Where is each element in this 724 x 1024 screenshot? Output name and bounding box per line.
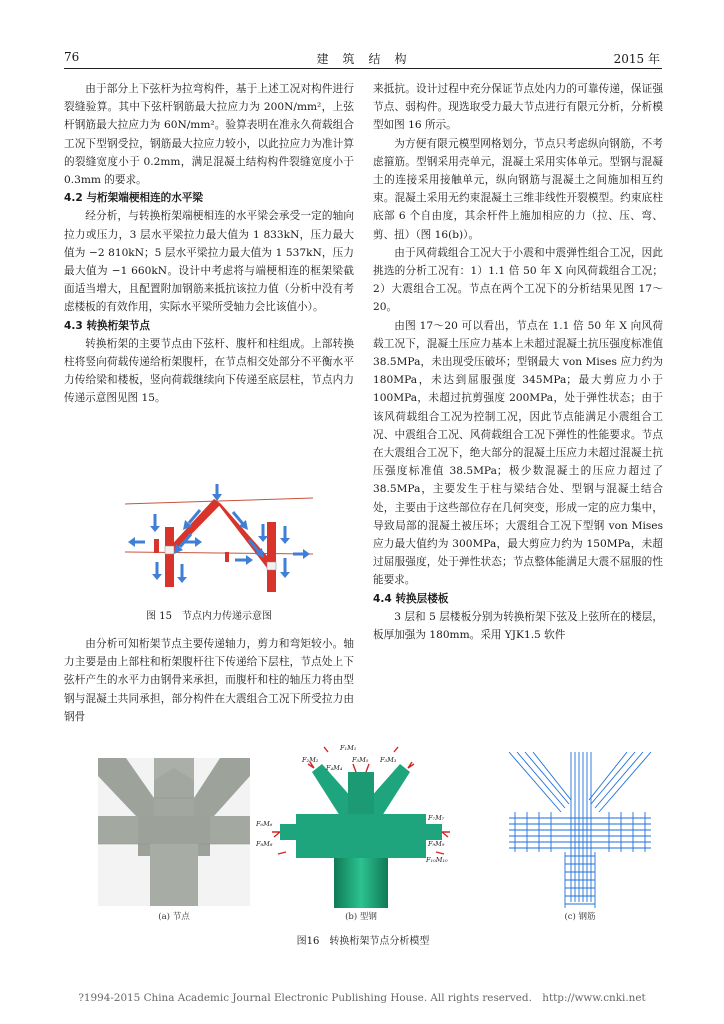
paragraph: 来抵抗。设计过程中充分保证节点处内力的可靠传递，保证强节点、弱构件。现选取受力最大节点进行有限元分析，分析模型如图 16 所示。 [373,83,663,132]
section-heading: 4.3 转换桁架节点 [64,319,151,332]
issue-year: 2015 年 [613,52,660,66]
section-heading: 4.4 转换层楼板 [373,592,449,605]
truss-members [154,499,276,592]
figure-16b-steel-model [256,742,466,908]
copyright-footer: ?1994-2015 China Academic Journal Electronic Publishing House. All rights reserved. http://www.cnki.net [78,992,646,1004]
figure-16a-label: (a) 节点 [158,912,190,922]
figure-16a-node-model [98,758,250,906]
page-number: 76 [64,50,80,64]
load-label: F₄M₄ [326,764,343,772]
paragraph: 3 层和 5 层楼板分别为转换桁架下弦及上弦所在的楼层，板厚加强为 180mm。采用 YJK1.5 软件 [373,610,663,642]
figure-15-diagram [125,482,315,600]
left-column-bottom [64,635,354,726]
load-label: F₁M₁ [340,744,357,752]
load-label: F₈M₈ [256,840,273,848]
right-column [373,80,663,644]
load-label: F₆M₆ [256,820,273,828]
load-label: F₉M₉ [428,840,445,848]
paragraph: 由分析可知桁架节点主要传递轴力，剪力和弯矩较小。轴力主要是由上部柱和桁架腹杆往下传递给下层柱，节点处上下弦杆产生的水平力由钢骨来承担，而腹杆和柱的轴压力将由型钢与混凝土共同承担，部分构件在大震组合工况下所受拉力由钢骨 [64,638,354,723]
left-column-top [64,80,354,408]
section-heading: 4.2 与桁架端梗相连的水平梁 [64,192,203,205]
paragraph: 经分析，与转换桁架端梗相连的水平梁会承受一定的轴向拉力或压力，3 层水平梁拉力最大值为 1 833kN，压力最大值为 −2 810kN；5 层水平梁拉力最大值为 1 537kN，压力最大值为 −1 660kN。设计中考虑将与端梗相连的框架梁截面适当增大，且配置附加钢筋来抵抗该拉力值（分析中没有考虑楼板的有效作用，实际水平梁所受轴力会比该值小）。 [64,210,354,314]
figure-16c-rebar-model [505,752,655,908]
bottom-chord-line [125,552,313,554]
load-label: F₂M₂ [302,756,319,764]
load-label: F₇M₇ [428,814,445,822]
figure-16b-label: (b) 型钢 [345,912,377,922]
paragraph: 由于风荷载组合工况大于小震和中震弹性组合工况，因此挑选的分析工况有：1）1.1 倍 50 年 X 向风荷载组合工况；2）大震组合工况。节点在两个工况下的分析结果见图 17～20。 [373,246,663,314]
paragraph: 由于部分上下弦杆为拉弯构件，基于上述工况对构件进行裂缝验算。其中下弦杆钢筋最大拉应力为 200N/mm²，上弦杆钢筋最大拉应力为 60N/mm²。验算表明在准永久荷载组合工况下型钢受拉，钢筋最大拉应力较小，以此拉应力为准计算的裂缝宽度小于 0.2mm，满足混凝土结构构件裂缝宽度小于 0.3mm 的要求。 [64,83,354,187]
figure-16-caption: 图16 转换桁架节点分析模型 [296,936,430,947]
header-rule [64,68,662,69]
figure-16c-label: (c) 钢筋 [564,912,596,922]
load-label: F₃M₃ [380,756,397,764]
paragraph: 由图 17～20 可以看出，节点在 1.1 倍 50 年 X 向风荷载工况下，混凝土压应力基本上未超过混凝土抗压强度标准值 38.5MPa，未出现受压破坏；型钢最大 von Mises 应力约为 180MPa，未达到屈服强度 345MPa；最大剪应力小于 100MPa，未超过抗剪强度 200MPa，处于弹性状态；由于该风荷载组合工况为控制工况，因此节点能满足小震组合工况、中震组合工况、风荷载组合工况下弹性的性能要求。节点在大震组合工况下，绝大部分的混凝土压应力未超过混凝土抗压强度标准值 38.5MPa；极少数混凝土的压应力超过了 38.5MPa，主要发生于柱与梁结合处、型钢与混凝土结合处，主要由于这些部位存在几何突变，形成一定的应力集中，导致局部的混凝土被压坏；大震组合工况下型钢 von Mises 应力最大值约为 300MPa，最大剪应力约为 150MPa，未超过屈服强度，处于弹性状态；节点整体能满足大震不屈服的性能要求。 [373,319,663,587]
paragraph: 转换桁架的主要节点由下弦杆、腹杆和柱组成。上部转换柱将竖向荷载传递给桁架腹杆，在节点相交处部分不平衡水平力传给梁和楼板，竖向荷载继续向下传递至底层柱，节点内力传递示意图见图 15。 [64,337,354,405]
load-label: F₅M₅ [352,756,369,764]
paragraph: 为方便有限元模型网格划分，节点只考虑纵向钢筋，不考虑箍筋。型钢采用壳单元，混凝土采用实体单元。型钢与混凝土的连接采用接触单元，纵向钢筋与混凝土之间施加相互约束。混凝土采用无约束混凝土三维非线性开裂模型。约束底柱底部 6 个自由度，其余杆件上施加相应的力（拉、压、弯、剪、扭）（图 16(b)）。 [373,137,663,241]
journal-title: 建 筑 结 构 [316,52,408,66]
figure-15-caption: 图 15 节点内力传递示意图 [146,611,272,622]
load-label: F₁₀M₁₀ [426,856,448,864]
